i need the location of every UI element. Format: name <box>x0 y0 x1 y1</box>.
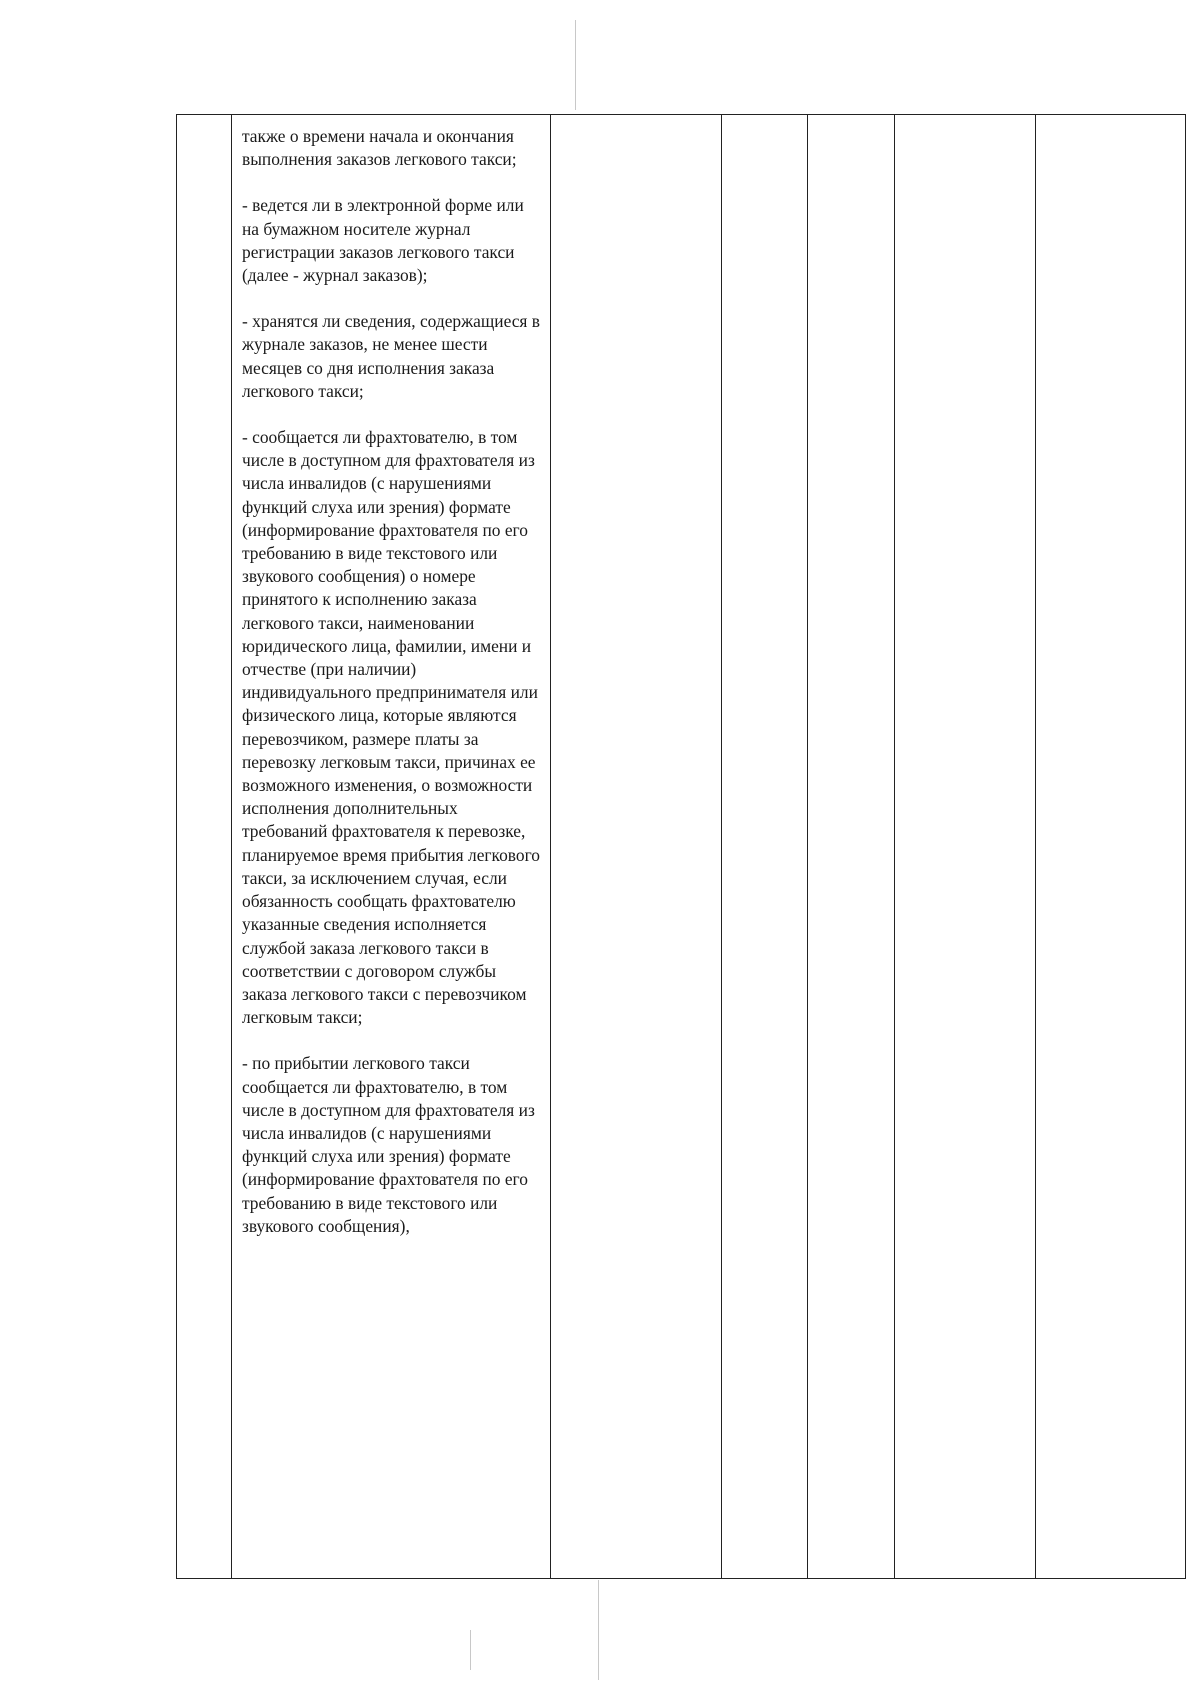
question-block-1: также о времени начала и окончания выполнения заказов легкового такси; <box>242 126 517 170</box>
scan-artifact <box>575 20 576 110</box>
question-block-5: - по прибытии легкового такси сообщается ли фрахтователю, в том числе в доступном для фрахтователя из числа инвалидов (с нарушениями функций слуха или зрения) формате (информирование фрахтователя по его требованию в виде текстового или звукового сообщения), <box>242 1053 535 1236</box>
question-block-3: - хранятся ли сведения, содержащиеся в журнале заказов, не менее шести месяцев со дня исполнения заказа легкового такси; <box>242 311 540 401</box>
table-row <box>177 115 1186 1579</box>
question-block-4: - сообщается ли фрахтователю, в том числе в доступном для фрахтователя из числа инвалидов (с нарушениями функций слуха или зрения) формате (информирование фрахтователя по его требованию в виде текстового или звукового сообщения) о номере принятого к исполнению заказа легкового такси, наименовании юридического лица, фамилии, имени и отчестве (при наличии) индивидуального предпринимателя или физического лица, которые являются перевозчиком, размере платы за перевозку легковым такси, причинах ее возможного изменения, о возможности исполнения дополнительных требований фрахтователя к перевозке, планируемое время прибытия легкового такси, за исключением случая, если обязанность сообщать фрахтователю указанные сведения исполняется службой заказа легкового такси в соответствии с договором службы заказа легкового такси с перевозчиком легковым такси; <box>242 427 540 1028</box>
question-cell <box>232 115 551 1579</box>
row-number-cell <box>177 115 232 1579</box>
empty-cell-reference <box>551 115 722 1579</box>
empty-cell-no <box>808 115 895 1579</box>
scan-artifact <box>598 1580 599 1680</box>
scan-artifact <box>470 1630 471 1670</box>
checklist-table <box>176 114 1186 1579</box>
empty-cell-note <box>1036 115 1186 1579</box>
question-block-2: - ведется ли в электронной форме или на бумажном носителе журнал регистрации заказов легкового такси (далее - журнал заказов); <box>242 195 524 286</box>
empty-cell-not-applicable <box>895 115 1036 1579</box>
empty-cell-yes <box>722 115 808 1579</box>
